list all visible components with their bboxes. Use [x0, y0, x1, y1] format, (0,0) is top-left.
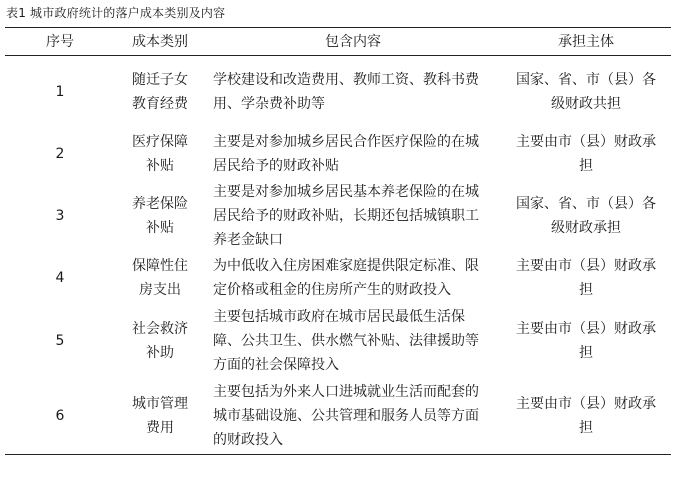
- row-index: 4: [55, 270, 65, 286]
- row-content: 学校建设和改造费用、教师工资、教科书费用、学杂费补助等: [213, 72, 479, 113]
- row-category: 城市管理费用: [115, 378, 205, 455]
- row-bearer: 主要由市（县）财政承担: [516, 320, 656, 361]
- header-content: 包含内容: [205, 28, 501, 56]
- row-category: 保障性住房支出: [132, 258, 188, 298]
- header-index: 序号: [5, 28, 115, 56]
- table-row: [5, 129, 671, 179]
- header-bearer: 承担主体: [501, 28, 671, 56]
- table-row: [5, 179, 671, 253]
- row-content: 主要是对参加城乡居民基本养老保险的在城居民给予的财政补贴，长期还包括城镇职工养老金缺口: [213, 183, 479, 248]
- row-index: 3: [55, 207, 65, 224]
- row-index: 1: [55, 84, 65, 101]
- row-content: 为中低收入住房困难家庭提供限定标准、限定价格或租金的住房所产生的财政投入: [213, 258, 479, 298]
- table-header-row: [5, 28, 671, 56]
- row-content: 主要包括城市政府在城市居民最低生活保障、公共卫生、供水燃气补贴、法律援助等方面的社会保障投入: [213, 308, 479, 373]
- row-content: 主要包括为外来人口进城就业生活而配套的城市基础设施、公共管理和服务人员等方面的财政投入: [205, 378, 501, 455]
- row-index: 2: [55, 145, 65, 162]
- table-caption: 表1 城市政府统计的落户成本类别及内容: [6, 6, 226, 20]
- header-category: 成本类别: [115, 28, 205, 56]
- settlement-cost-table: [5, 27, 671, 455]
- row-bearer: 主要由市（县）财政承担: [516, 258, 656, 298]
- row-index: 6: [5, 378, 115, 455]
- row-bearer: 主要由市（县）财政承担: [516, 133, 656, 174]
- row-index: 5: [55, 332, 65, 349]
- row-category: 养老保险补贴: [132, 195, 188, 236]
- row-bearer: 主要由市（县）财政承担: [501, 378, 671, 455]
- row-category: 随迁子女教育经费: [132, 72, 188, 113]
- row-category: 医疗保障补贴: [132, 133, 188, 174]
- table-row: [5, 253, 671, 304]
- row-category: 社会救济补助: [132, 320, 188, 361]
- table-row: [5, 304, 671, 378]
- table-row: [5, 56, 671, 129]
- table-row: [5, 378, 671, 455]
- row-content: 主要是对参加城乡居民合作医疗保险的在城居民给予的财政补贴: [213, 133, 479, 174]
- row-bearer: 国家、省、市（县）各级财政共担: [516, 72, 656, 113]
- row-bearer: 国家、省、市（县）各级财政承担: [516, 195, 656, 236]
